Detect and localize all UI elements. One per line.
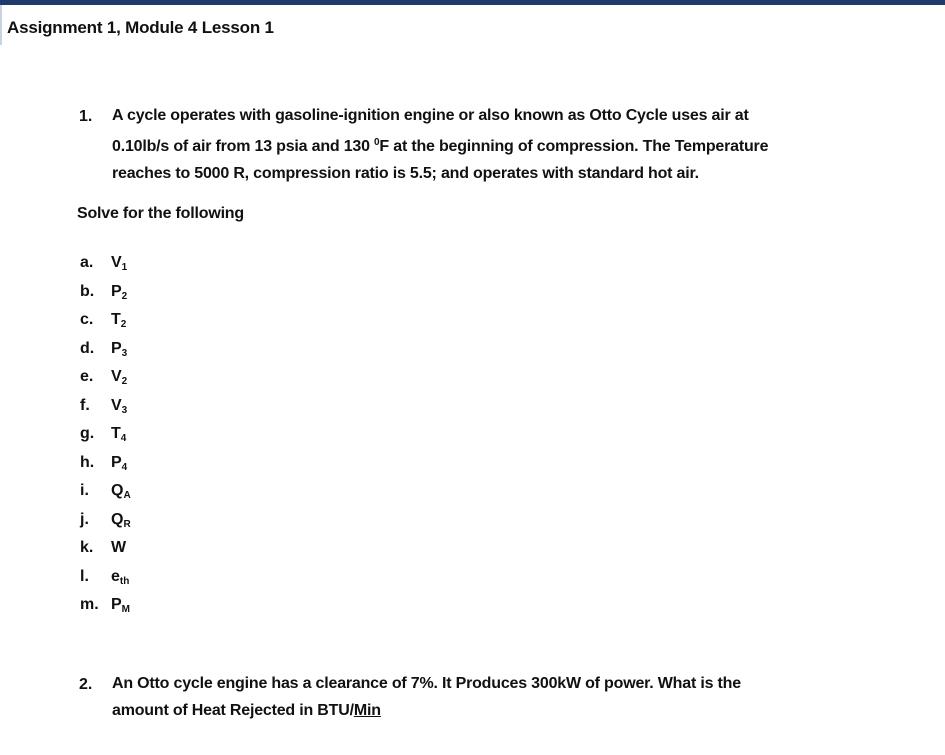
question-2-line-2: amount of Heat Rejected in BTU/Min bbox=[112, 702, 381, 719]
list-item-letter: d. bbox=[80, 339, 95, 357]
list-item bbox=[80, 392, 131, 421]
list-item bbox=[80, 249, 131, 278]
list-item bbox=[80, 563, 131, 592]
list-item bbox=[80, 477, 131, 506]
list-item-subscript: 3 bbox=[121, 347, 128, 359]
list-item-subscript: 3 bbox=[121, 404, 128, 416]
list-item-subscript: 4 bbox=[121, 461, 128, 473]
list-item-subscript: R bbox=[123, 518, 131, 530]
list-item-subscript: 2 bbox=[120, 319, 127, 330]
list-item bbox=[80, 591, 131, 620]
list-item bbox=[80, 449, 131, 478]
margin-rule bbox=[0, 5, 2, 45]
list-item-variable: V bbox=[111, 368, 122, 385]
solve-list bbox=[80, 249, 131, 620]
list-item bbox=[80, 335, 131, 364]
degree-symbol: 0 bbox=[374, 137, 380, 148]
list-item-letter: i. bbox=[80, 482, 89, 499]
list-item-letter: c. bbox=[80, 311, 94, 328]
question-2-text bbox=[112, 670, 741, 724]
list-item-variable: W bbox=[111, 539, 127, 556]
list-item bbox=[80, 420, 131, 449]
list-item-letter: m. bbox=[80, 596, 99, 613]
list-item-variable: e bbox=[111, 567, 120, 585]
list-item-subscript: 2 bbox=[121, 290, 128, 302]
list-item-variable: T bbox=[111, 311, 121, 328]
list-item-letter: f. bbox=[80, 396, 90, 414]
list-item-variable: Q bbox=[111, 510, 124, 528]
list-item-letter: j. bbox=[80, 510, 89, 528]
list-item-variable: P bbox=[111, 596, 122, 613]
list-item-variable: P bbox=[111, 453, 122, 471]
list-item bbox=[80, 278, 131, 307]
list-item-letter: e. bbox=[80, 368, 94, 385]
list-item-letter: b. bbox=[80, 282, 95, 300]
list-item-letter: g. bbox=[80, 425, 95, 442]
list-item bbox=[80, 306, 131, 335]
list-item-subscript: A bbox=[123, 490, 131, 501]
document-title: Assignment 1, Module 4 Lesson 1 bbox=[7, 18, 274, 37]
list-item-subscript: M bbox=[121, 604, 131, 615]
question-1-number: 1. bbox=[79, 108, 93, 125]
list-item bbox=[80, 506, 131, 535]
list-item bbox=[80, 363, 131, 392]
list-item-subscript: 4 bbox=[120, 433, 127, 444]
question-2-line-1: An Otto cycle engine has a clearance of 7%. It Produces 300kW of power. What is the bbox=[112, 675, 741, 692]
question-2-number: 2. bbox=[79, 676, 93, 693]
list-item-variable: Q bbox=[111, 482, 124, 499]
list-item-letter: h. bbox=[80, 453, 95, 471]
list-item-letter: k. bbox=[80, 539, 94, 556]
solve-label: Solve for the following bbox=[77, 205, 244, 222]
list-item-subscript: th bbox=[119, 575, 130, 587]
list-item-variable: T bbox=[111, 425, 121, 442]
unit-min: Min bbox=[353, 702, 381, 719]
list-item-variable: P bbox=[111, 282, 122, 300]
question-1-text bbox=[112, 102, 768, 187]
top-border bbox=[0, 0, 945, 5]
list-item-variable: V bbox=[111, 396, 122, 414]
list-item-variable: V bbox=[111, 254, 122, 271]
list-item-subscript: 2 bbox=[121, 376, 128, 387]
list-item-letter: a. bbox=[80, 254, 94, 271]
question-1-line-3: reaches to 5000 R, compression ratio is 5.5; and operates with standard hot air. bbox=[112, 165, 699, 182]
list-item bbox=[80, 534, 131, 563]
list-item-letter: l. bbox=[80, 567, 89, 585]
list-item-variable: P bbox=[111, 339, 122, 357]
question-1-line-2: 0.10lb/s of air from 13 psia and 130 $^0$F at the beginning of compression. The Temperature bbox=[112, 137, 769, 155]
list-item-subscript: 1 bbox=[121, 262, 128, 273]
question-1-line-1: A cycle operates with gasoline-ignition engine or also known as Otto Cycle uses air at bbox=[112, 107, 749, 124]
